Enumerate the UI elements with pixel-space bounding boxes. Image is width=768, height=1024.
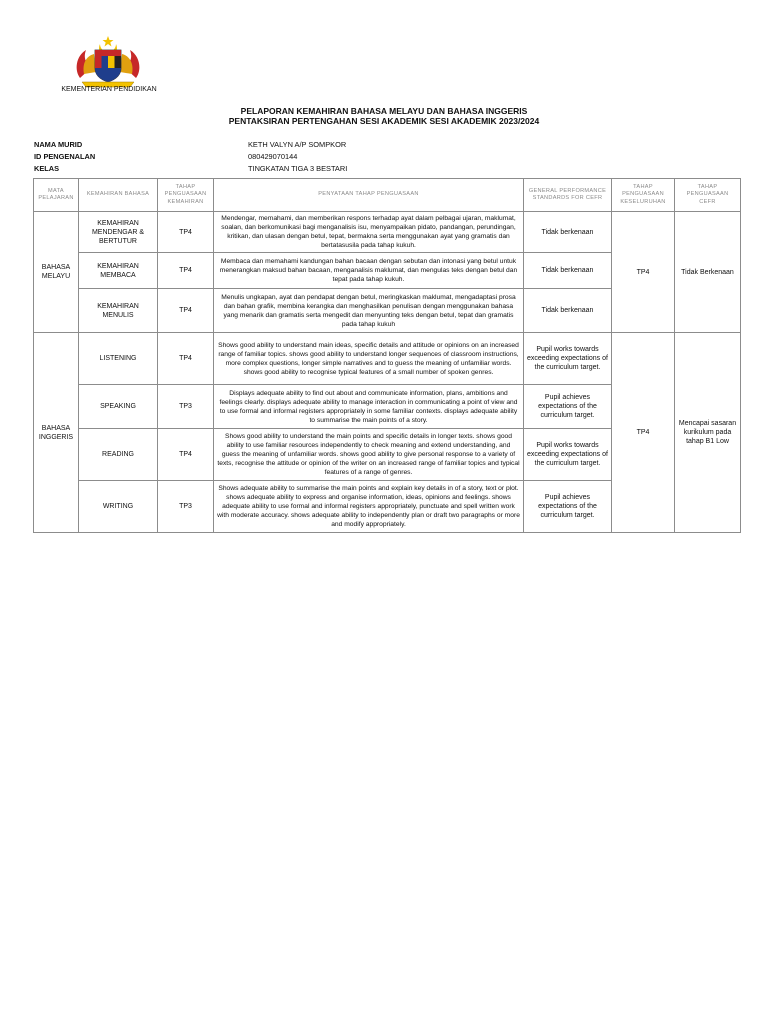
level-cell: TP3 [158,385,214,429]
student-id-label: ID PENGENALAN [34,151,96,161]
cefr-level-cell: Tidak Berkenaan [675,212,741,333]
statement-cell: Mendengar, memahami, dan memberikan respons terhadap ayat dalam pelbagai ujaran, maklumat, soalan, dan berkomunikasi bagi menganalisis isu, menyampaikan pidato, pandangan, perundingan, kritikan, dan ulasan dengan betul, tepat, bermakna serta menggunakan ayat yang gramatis dan bertatasusila pada tahap kukuh. [214,212,524,253]
skill-cell: KEMAHIRAN MEMBACA [79,253,158,289]
table-row [34,212,741,253]
level-cell: TP4 [158,253,214,289]
header-cefr-standard: GENERAL PERFORMANCE STANDARDS FOR CEFR [524,179,612,212]
skill-cell: KEMAHIRAN MENULIS [79,289,158,333]
proficiency-table [33,178,741,533]
level-cell: TP4 [158,333,214,385]
standard-cell: Tidak berkenaan [524,253,612,289]
student-id-value: 080429070144 [248,151,298,161]
standard-cell: Tidak berkenaan [524,212,612,253]
student-class-value: TINGKATAN TIGA 3 BESTARI [248,163,348,173]
level-cell: TP4 [158,429,214,481]
subject-cell: BAHASA INGGERIS [34,333,79,533]
student-name-label: NAMA MURID [34,139,83,149]
report-title-line1: PELAPORAN KEMAHIRAN BAHASA MELAYU DAN BAHASA INGGERIS [240,106,528,116]
student-class-label: KELAS [34,163,60,173]
overall-level-cell: TP4 [612,333,675,533]
header-subject: MATA PELAJARAN [34,179,79,212]
level-cell: TP3 [158,481,214,533]
statement-cell: Displays adequate ability to find out about and communicate information, plans, ambitions and feelings clearly. displays adequate ability to manage interaction in communicating a point of view and to use formal and informal registers appropriately in some familiar contexts. displays adequate ability to summarise the main points of a story. [214,385,524,429]
header-statement: PENYATAAN TAHAP PENGUASAAN [214,179,524,212]
statement-cell: Menulis ungkapan, ayat dan pendapat dengan betul, meringkaskan maklumat, mengadaptasi prosa dan bahan grafik, membina kerangka dan menghasilkan penulisan dengan menggunakan bahasa yang menarik dan gramatis serta mengedit dan menyunting teks dengan betul, tepat dan gramatis pada tahap kukuh [214,289,524,333]
header-skill: KEMAHIRAN BAHASA [79,179,158,212]
overall-level-cell: TP4 [612,212,675,333]
subject-cell: BAHASA MELAYU [34,212,79,333]
skill-cell: READING [79,429,158,481]
header-overall-level: TAHAP PENGUASAAN KESELURUHAN [612,179,675,212]
ministry-crest-logo [70,34,146,88]
standard-cell: Tidak berkenaan [524,289,612,333]
level-cell: TP4 [158,212,214,253]
statement-cell: Shows good ability to understand the main points and specific details in longer texts. shows good ability to use familiar resources independently to check meaning and extend understanding, and guess the meaning of unfamiliar words. shows good ability to give personal response to a variety of texts, recognise the attitude or opinion of the writer on an increased range of familiar topics and typical features of a range of genres. [214,429,524,481]
statement-cell: Membaca dan memahami kandungan bahan bacaan dengan sebutan dan intonasi yang betul untuk menerangkan maksud bahan bacaan, menganalisis maklumat, dan mengulas teks dengan betul dan tepat pada tahap kukuh. [214,253,524,289]
standard-cell: Pupil works towards exceeding expectations of the curriculum target. [524,429,612,481]
standard-cell: Pupil achieves expectations of the curriculum target. [524,385,612,429]
header-skill-level: TAHAP PENGUASAAN KEMAHIRAN [158,179,214,212]
student-name-value: KETH VALYN A/P SOMPKOR [248,139,347,149]
standard-cell: Pupil achieves expectations of the curriculum target. [524,481,612,533]
cefr-level-cell: Mencapai sasaran kurikulum pada tahap B1 Low [675,333,741,533]
statement-cell: Shows good ability to understand main ideas, specific details and attitude or opinions on an increased range of familiar topics. shows good ability to understand longer sequences of classroom instructions, more complex questions, longer simple narratives and to guess the meaning of unfamiliar words. shows good ability to recognise typical features of a small number of spoken genres. [214,333,524,385]
report-title [0,106,768,126]
table-row [34,333,741,385]
report-title-line2: PENTAKSIRAN PERTENGAHAN SESI AKADEMIK SESI AKADEMIK 2023/2024 [228,116,540,126]
skill-cell: KEMAHIRAN MENDENGAR & BERTUTUR [79,212,158,253]
table-header-row [34,179,741,212]
statement-cell: Shows adequate ability to summarise the main points and explain key details in of a story, text or plot. shows adequate ability to express and organise information, ideas, opinions and feelings. shows adequate ability to use formal and informal registers appropriately, punctuate and spell written work with moderate accuracy. shows adequate ability to independently plan or draft two paragraphs or more and modify appropriately. [214,481,524,533]
ministry-name: KEMENTERIAN PENDIDIKAN [61,86,157,93]
standard-cell: Pupil works towards exceeding expectations of the curriculum target. [524,333,612,385]
level-cell: TP4 [158,289,214,333]
skill-cell: LISTENING [79,333,158,385]
skill-cell: SPEAKING [79,385,158,429]
skill-cell: WRITING [79,481,158,533]
student-info [34,138,347,174]
header-cefr-level: TAHAP PENGUASAAN CEFR [675,179,741,212]
